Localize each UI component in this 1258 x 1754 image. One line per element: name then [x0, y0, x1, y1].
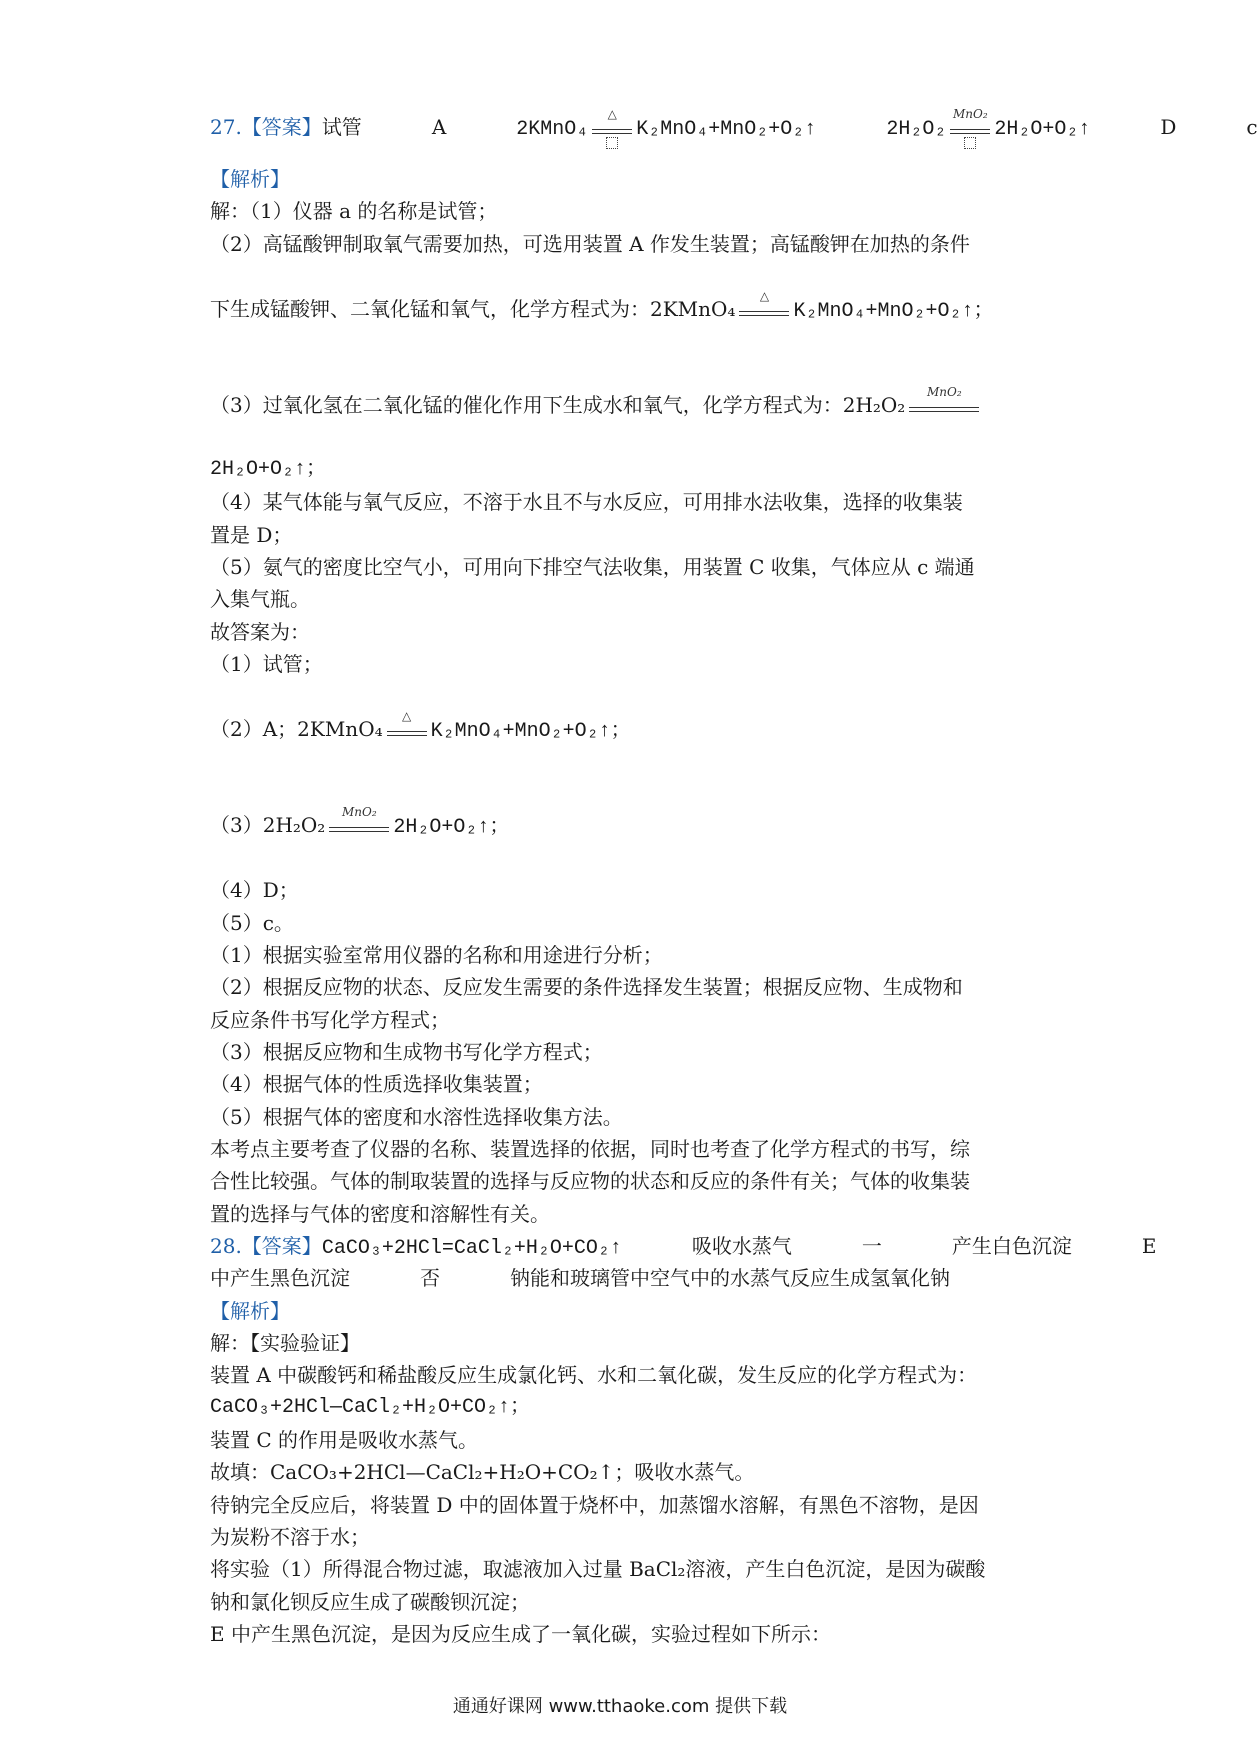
q27-answer-item: D	[1160, 115, 1177, 139]
text-line: 将实验（1）所得混合物过滤，取滤液加入过量 BaCl₂溶液，产生白色沉淀，是因为碳酸	[210, 1557, 986, 1581]
text-line: CaCO₃+2HCl—CaCl₂+H₂O+CO₂↑；	[210, 1396, 531, 1419]
catalyst-condition: MnO₂	[909, 397, 979, 417]
text-line: 装置 C 的作用是吸收水蒸气。	[210, 1428, 479, 1452]
q28-answer-item: 否	[420, 1266, 440, 1290]
text-line: （4）D；	[210, 878, 299, 902]
text-line: 钠和氯化钡反应生成了碳酸钡沉淀；	[210, 1590, 530, 1614]
q27-answer-item: 2H₂O₂	[886, 118, 947, 141]
text-line: （2）高锰酸钾制取氧气需要加热，可选用装置 A 作发生装置；高锰酸钾在加热的条件	[210, 232, 970, 256]
text-line: 合性比较强。气体的制取装置的选择与反应物的状态和反应的条件有关；气体的收集装	[210, 1169, 970, 1193]
heat-condition: △	[739, 301, 789, 321]
q28-answer-item: 吸收水蒸气	[691, 1234, 792, 1258]
q27-answer-item: K₂MnO₄+MnO₂+O₂↑	[636, 118, 817, 141]
text-line: （1）根据实验室常用仪器的名称和用途进行分析；	[210, 943, 663, 967]
q28-answer-line-2	[210, 1265, 950, 1291]
text-line: 解：【实验验证】	[210, 1331, 360, 1355]
text-line: 待钠完全反应后，将装置 D 中的固体置于烧杯中，加蒸馏水溶解，有黑色不溶物，是因	[210, 1493, 979, 1517]
text-line: 故填：CaCO₃+2HCl—CaCl₂+H₂O+CO₂↑；吸收水蒸气。	[210, 1460, 755, 1484]
text-line: （5）根据气体的密度和水溶性选择收集方法。	[210, 1105, 623, 1129]
q27-answer-head: 27.【答案】	[210, 115, 322, 139]
text-line: 2H₂O+O₂↑；	[210, 458, 327, 481]
q28-answer-item: 一	[861, 1234, 882, 1258]
q28-answer-item: 产生白色沉淀	[951, 1234, 1072, 1258]
heat-condition: △	[592, 119, 632, 139]
text-line: 故答案为：	[210, 620, 310, 644]
heat-condition: △	[387, 721, 427, 741]
q27-answer-item: 2H₂O+O₂↑	[994, 118, 1091, 141]
text-line: 本考点主要考查了仪器的名称、装置选择的依据，同时也考查了化学方程式的书写，综	[210, 1137, 970, 1161]
text-line: 入集气瓶。	[210, 587, 310, 611]
text-line: （5）氨气的密度比空气小，可用向下排空气法收集，用装置 C 收集，气体应从 c 端通	[210, 555, 975, 579]
q28-answer-head: 28.【答案】	[210, 1234, 322, 1258]
q28-analysis-head: 【解析】	[210, 1299, 290, 1323]
q27-answer-item: 2KMnO₄	[516, 118, 589, 141]
text-line: （3）2H₂O₂ MnO₂ 2H₂O+O₂↑；	[210, 804, 510, 839]
text-line: （3）过氧化氢在二氧化锰的催化作用下生成水和氧气，化学方程式为：2H₂O₂ MnO₂	[210, 392, 983, 418]
text-line: （3）根据反应物和生成物书写化学方程式；	[210, 1040, 603, 1064]
text-line: 反应条件书写化学方程式；	[210, 1008, 450, 1032]
q28-answer-item: CaCO₃+2HCl=CaCl₂+H₂O+CO₂↑	[321, 1237, 622, 1260]
page-footer: 通通好课网 www.tthaoke.com 提供下载	[452, 1696, 788, 1717]
text-line: （2）根据反应物的状态、反应发生需要的条件选择发生装置；根据反应物、生成物和	[210, 975, 963, 999]
text-line: （1）试管；	[210, 652, 323, 676]
q27-answer-item: A	[431, 115, 447, 139]
q27-analysis-head: 【解析】	[210, 167, 290, 191]
q27-answer-line	[210, 106, 1258, 143]
text-line: （4）某气体能与氧气反应，不溶于水且不与水反应，可用排水法收集，选择的收集装	[210, 490, 963, 514]
text-line: （5）c。	[210, 911, 294, 935]
q27-answer-item: c	[1246, 115, 1258, 139]
catalyst-condition: MnO₂	[329, 817, 389, 837]
q28-answer-item: E	[1141, 1234, 1157, 1258]
text-line: E 中产生黑色沉淀，是因为反应生成了一氧化碳，实验过程如下所示：	[210, 1622, 831, 1646]
catalyst-condition: MnO₂	[950, 119, 990, 139]
text-line: （2）A；2KMnO₄ △ K₂MnO₄+MnO₂+O₂↑；	[210, 708, 631, 743]
q27-answer-item: 试管	[321, 115, 362, 139]
q28-answer-line	[210, 1233, 1156, 1262]
text-line: 下生成锰酸钾、二氧化锰和氧气，化学方程式为：2KMnO₄ △ K₂MnO₄+MnO₂+O₂↑；	[210, 288, 994, 323]
text-line: 置的选择与气体的密度和溶解性有关。	[210, 1202, 550, 1226]
text-line: 置是 D；	[210, 523, 293, 547]
q28-answer-item: 钠能和玻璃管中空气中的水蒸气反应生成氢氧化钠	[510, 1266, 950, 1290]
text-line: 装置 A 中碳酸钙和稀盐酸反应生成氯化钙、水和二氧化碳，发生反应的化学方程式为：	[210, 1363, 978, 1387]
text-line: 解：（1）仪器 a 的名称是试管；	[210, 199, 498, 223]
q28-answer-item: 中产生黑色沉淀	[210, 1266, 350, 1290]
text-line: 为炭粉不溶于水；	[210, 1525, 370, 1549]
text-line: （4）根据气体的性质选择收集装置；	[210, 1072, 543, 1096]
